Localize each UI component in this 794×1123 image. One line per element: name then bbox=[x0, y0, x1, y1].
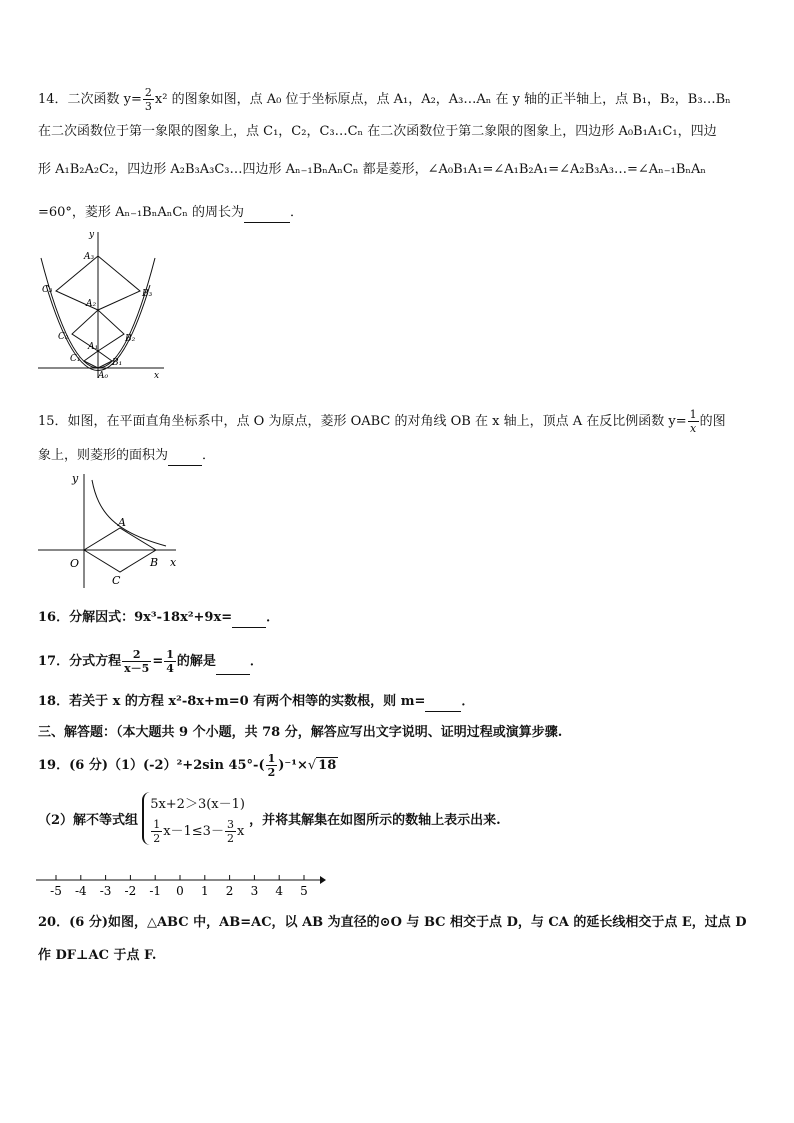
tick-label: -3 bbox=[99, 884, 112, 898]
svg-text:y: y bbox=[72, 472, 79, 485]
q17-line: 17．分式方程 $\frac{2}{x-5}$ = $\frac{1}{4}$ 的解是 ． bbox=[38, 648, 263, 675]
q19-part1: 19．(6 分)（1）(-2）²+2sin 45°-( $\frac{1}{2}$ )⁻¹×√ 18 bbox=[38, 752, 337, 779]
svg-text:B₂: B₂ bbox=[125, 334, 136, 344]
q16-line: 16．分解因式：9x³-18x²+9x= ． bbox=[38, 607, 279, 628]
q14-line1: 14．二次函数 y= $\frac{2}{3}$ x² 的图象如图，点 A₀ 位于坐标原点，点 A₁，A₂，A₃…Aₙ 在 y 轴的正半轴上，点 B₁，B₂，B₃…Bₙ bbox=[38, 86, 731, 113]
svg-text:C₂: C₂ bbox=[58, 332, 69, 342]
tick-label: -5 bbox=[50, 884, 62, 898]
fraction-2-over-x-5: $\frac{2}{x-5}$ bbox=[124, 648, 150, 675]
inequality-system: 5x+2＞3(x－1) $\frac{1}{2}$ x－1≤3－ $\frac{3}{2}$ x bbox=[142, 792, 245, 845]
q20-line1: 20．(6 分)如图，△ABC 中，AB=AC，以 AB 为直径的⊙O 与 BC 相交于点 D，与 CA 的延长线相交于点 E，过点 D bbox=[38, 915, 747, 930]
q15-line2: 象上，则菱形的面积为 ． bbox=[38, 445, 215, 466]
tick-label: 3 bbox=[250, 884, 259, 898]
section-3-heading: 三、解答题：（本大题共 9 个小题，共 78 分，解答应写出文字说明、证明过程或演算步骤. bbox=[38, 725, 563, 740]
q14-line3: 形 A₁B₂A₂C₂，四边形 A₂B₃A₃C₃…四边形 Aₙ₋₁BₙAₙCₙ 都是菱形，∠A₀B₁A₁=∠A₁B₂A₁=∠A₂B₃A₃…=∠Aₙ₋₁BₙAₙ bbox=[38, 162, 707, 177]
q14-line4: =60°，菱形 Aₙ₋₁BₙAₙCₙ 的周长为 ． bbox=[38, 202, 303, 223]
svg-text:x: x bbox=[170, 556, 177, 569]
tick-label: -4 bbox=[74, 884, 87, 898]
tick-label: 0 bbox=[176, 884, 184, 898]
answer-blank bbox=[425, 691, 461, 712]
svg-text:O: O bbox=[70, 557, 80, 570]
tick-label: -1 bbox=[149, 884, 162, 898]
q14-line2: 在二次函数位于第一象限的图象上，点 C₁，C₂，C₃…Cₙ 在二次函数位于第二象限的图象上，四边形 A₀B₁A₁C₁，四边 bbox=[38, 124, 717, 139]
q19-part2: （2）解不等式组 5x+2＞3(x－1) $\frac{1}{2}$ x－1≤3－ $\frac{3}{2}$ x ，并将其解集在如图所示的数轴上表示出来. bbox=[38, 792, 501, 845]
answer-blank bbox=[168, 445, 202, 466]
tick-label: 1 bbox=[200, 884, 209, 898]
svg-text:C: C bbox=[112, 574, 121, 587]
q15-figure bbox=[36, 470, 182, 590]
svg-text:x: x bbox=[154, 371, 160, 380]
half-fraction: $\frac{1}{2}$ bbox=[267, 752, 276, 779]
q20-line2: 作 DF⊥AC 于点 F. bbox=[38, 948, 157, 963]
svg-text:A: A bbox=[118, 516, 126, 529]
tick-label: 4 bbox=[275, 884, 284, 898]
answer-blank bbox=[232, 607, 266, 628]
q14-figure bbox=[36, 228, 168, 380]
tick-label: 2 bbox=[225, 884, 234, 898]
inverse-fraction: $\frac{1}{x}$ bbox=[689, 408, 697, 435]
q15-line1: 15．如图，在平面直角坐标系中，点 O 为原点，菱形 OABC 的对角线 OB 在 x 轴上，顶点 A 在反比例函数 y= $\frac{1}{x}$ 的图 bbox=[38, 408, 726, 435]
answer-blank bbox=[216, 654, 250, 675]
svg-text:A₃: A₃ bbox=[84, 252, 95, 262]
arrow-right-icon bbox=[320, 876, 326, 884]
svg-text:A₁: A₁ bbox=[88, 342, 99, 352]
tick-label: -2 bbox=[124, 884, 137, 898]
svg-text:B₁: B₁ bbox=[112, 358, 123, 368]
answer-blank bbox=[244, 202, 290, 223]
svg-text:B: B bbox=[150, 556, 159, 569]
svg-text:y: y bbox=[89, 230, 95, 240]
svg-text:A₂: A₂ bbox=[86, 299, 97, 309]
svg-text:A₀: A₀ bbox=[98, 371, 109, 380]
fraction-1-over-4: $\frac{1}{4}$ bbox=[166, 648, 174, 675]
tick-label: 5 bbox=[300, 884, 308, 898]
coef-fraction: $\frac{2}{3}$ bbox=[144, 86, 152, 113]
hyperbola bbox=[92, 480, 166, 546]
number-line bbox=[36, 872, 326, 900]
svg-text:B₃: B₃ bbox=[142, 289, 153, 299]
svg-text:C₁: C₁ bbox=[70, 354, 81, 364]
svg-text:C₃: C₃ bbox=[42, 285, 53, 295]
q18-line: 18．若关于 x 的方程 x²-8x+m=0 有两个相等的实数根，则 m= ． bbox=[38, 691, 474, 712]
